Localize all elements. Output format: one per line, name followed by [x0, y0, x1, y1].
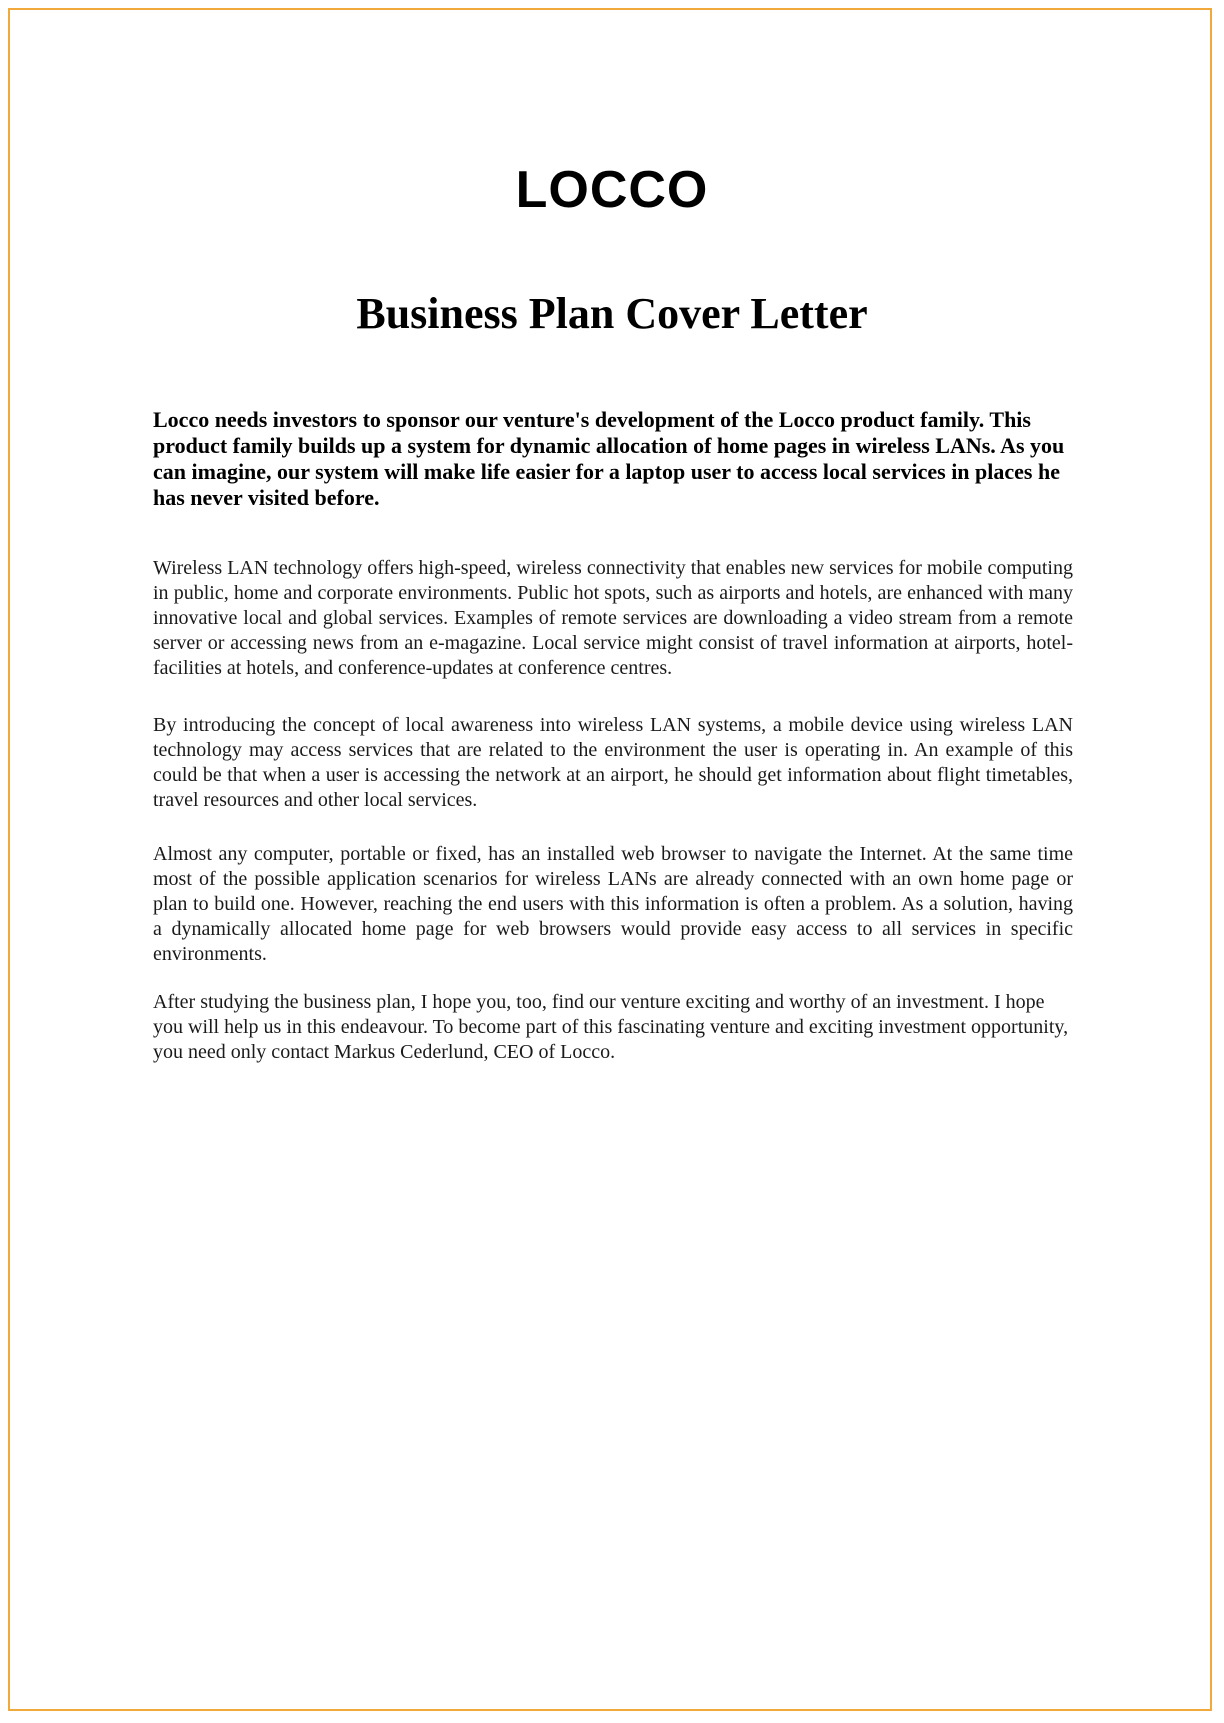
- brand-logo-text: LOCCO: [515, 161, 709, 219]
- document-title: Business Plan Cover Letter: [356, 289, 868, 338]
- body-paragraph-2: By introducing the concept of local awareness into wireless LAN systems, a mobile device using wireless LAN technology may access services that are related to the environment the user is operating in. An example of this could be that when a user is accessing the network at an airport, he should get information about flight timetables, travel resources and other local services.: [153, 714, 1073, 811]
- body-paragraph-4: After studying the business plan, I hope you, too, find our venture exciting and worthy of an investment. I hope you will help us in this endeavour. To become part of this fascinating venture and exciting investment opportunity, you need only contact Markus Cederlund, CEO of Locco.: [153, 991, 1069, 1063]
- body-paragraph-3: Almost any computer, portable or fixed, has an installed web browser to navigate the Internet. At the same time most of the possible application scenarios for wireless LANs are already connected with an own home page or plan to build one. However, reaching the end users with this information is often a problem. As a solution, having a dynamically allocated home page for web browsers would provide easy access to all services in specific environments.: [153, 843, 1073, 965]
- intro-paragraph: Locco needs investors to sponsor our venture's development of the Locco product family. This product family builds up a system for dynamic allocation of home pages in wireless LANs. As you can imagine, our system will make life easier for a laptop user to access local services in places he has never visited before.: [153, 407, 1065, 510]
- body-paragraph-1: Wireless LAN technology offers high-speed, wireless connectivity that enables new services for mobile computing in public, home and corporate environments. Public hot spots, such as airports and hotels, are enhanced with many innovative local and global services. Examples of remote services are downloading a video stream from a remote server or accessing news from an e-magazine. Local service might consist of travel information at airports, hotel-facilities at hotels, and conference-updates at conference centres.: [153, 557, 1073, 679]
